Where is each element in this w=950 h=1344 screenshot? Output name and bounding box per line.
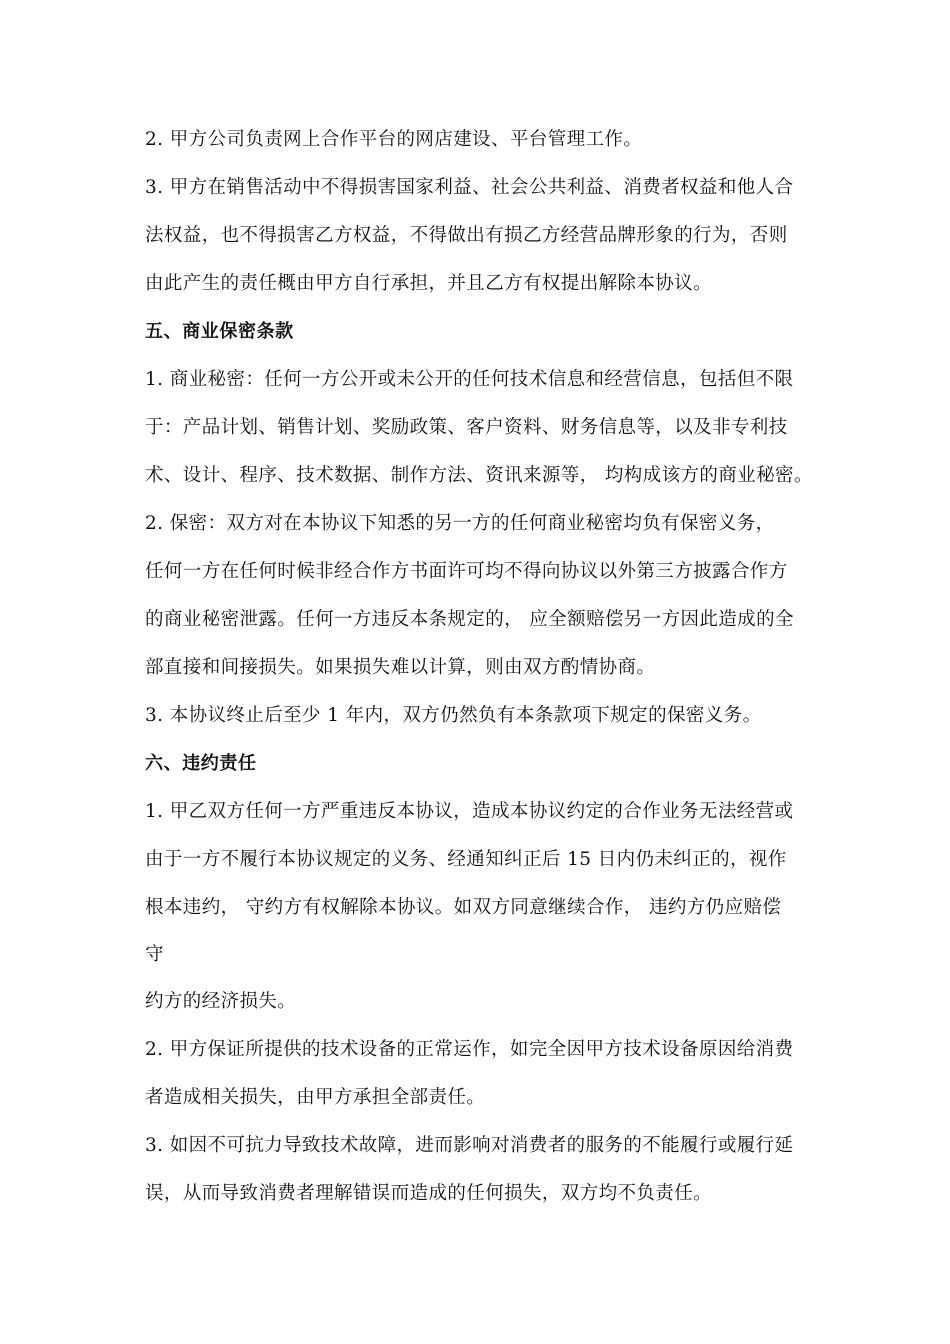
paragraph-line: 1. 甲乙双方任何一方严重违反本协议，造成本协议约定的合作业务无法经营或 <box>145 801 794 822</box>
paragraph-line: 术、设计、程序、技术数据、制作方法、资讯来源等， 均构成该方的商业秘密。 <box>145 465 813 486</box>
paragraph-line: 约方的经济损失。 <box>145 991 297 1012</box>
paragraph-line: 3. 如因不可抗力导致技术故障，进而影响对消费者的服务的不能履行或履行延 <box>145 1135 794 1156</box>
paragraph-line: 法权益，也不得损害乙方权益，不得做出有损乙方经营品牌形象的行为，否则 <box>145 225 788 246</box>
paragraph-line: 2. 甲方保证所提供的技术设备的正常运作，如完全因甲方技术设备原因给消费 <box>145 1039 794 1060</box>
paragraph-line: 部直接和间接损失。如果损失难以计算，则由双方酌情协商。 <box>145 657 656 678</box>
section-heading: 五、商业保密条款 <box>145 321 294 342</box>
paragraph-line: 2. 保密：双方对在本协议下知悉的另一方的任何商业秘密均负有保密义务， <box>145 513 775 534</box>
paragraph-line: 于：产品计划、销售计划、奖励政策、客户资料、财务信息等，以及非专利技 <box>145 417 788 438</box>
paragraph-line: 任何一方在任何时候非经合作方书面许可均不得向协议以外第三方披露合作方 <box>145 561 788 582</box>
paragraph-line: 3. 甲方在销售活动中不得损害国家利益、社会公共利益、消费者权益和他人合 <box>145 177 794 198</box>
paragraph-line: 的商业秘密泄露。任何一方违反本条规定的， 应全额赔偿另一方因此造成的全 <box>145 609 794 630</box>
section-heading: 六、违约责任 <box>145 753 257 774</box>
paragraph-line: 根本违约， 守约方有权解除本协议。如双方同意继续合作， 违约方仍应赔偿 <box>145 897 782 918</box>
paragraph-line: 者造成相关损失，由甲方承担全部责任。 <box>145 1087 486 1108</box>
paragraph-line: 守 <box>145 944 164 965</box>
paragraph-line: 误，从而导致消费者理解错误而造成的任何损失，双方均不负责任。 <box>145 1183 713 1204</box>
paragraph-line: 由此产生的责任概由甲方自行承担，并且乙方有权提出解除本协议。 <box>145 273 713 294</box>
paragraph-line: 2. 甲方公司负责网上合作平台的网店建设、平台管理工作。 <box>145 129 643 150</box>
paragraph-line: 1. 商业秘密：任何一方公开或未公开的任何技术信息和经营信息，包括但不限 <box>145 369 794 390</box>
paragraph-line: 由于一方不履行本协议规定的义务、经通知纠正后 15 日内仍未纠正的，视作 <box>145 849 787 870</box>
paragraph-line: 3. 本协议终止后至少 1 年内，双方仍然负有本条款项下规定的保密义务。 <box>145 705 762 726</box>
